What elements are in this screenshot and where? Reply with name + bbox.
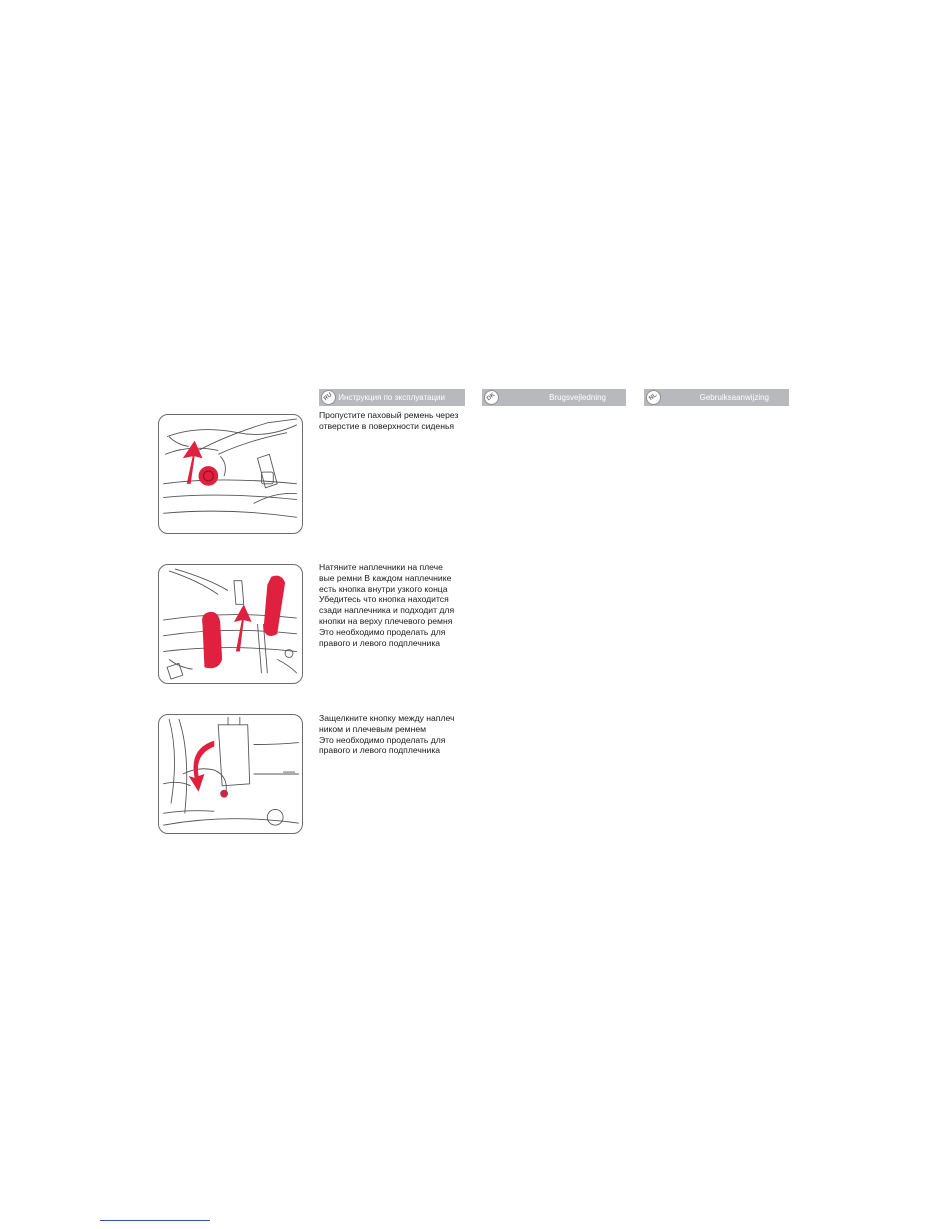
lang-tab-dk — [482, 389, 626, 406]
step-1-line-2: отверстие в поверхности сиденья — [319, 420, 455, 431]
lang-badge-ru: RU — [318, 387, 339, 408]
crotch-strap-through-seat-illustration — [159, 415, 302, 533]
up-arrow-icon — [234, 604, 252, 651]
lang-tab-nl — [644, 389, 789, 406]
footnote-rule — [100, 1220, 210, 1221]
step-1-line-1: Пропустите паховый ремень через — [319, 410, 459, 420]
step-2-line-6: кнопки на верху плечевого ремня — [319, 615, 453, 626]
snap-button-pad-illustration — [159, 715, 302, 833]
right-shoulder-pad-shape — [263, 576, 285, 636]
step-1-illustration — [158, 414, 303, 534]
lang-tab-ru — [319, 389, 465, 406]
step-3-line-1: Защелкните кнопку между наплеч — [319, 713, 455, 723]
step-3-illustration — [158, 714, 303, 834]
step-3-line-3: Это необходимо проделать для — [319, 734, 446, 745]
step-2-line-3: есть кнопка внутри узкого конца — [319, 583, 448, 594]
lang-tab-label-ru: Инструкция по эксплуатации — [338, 393, 445, 402]
step-2-text — [319, 562, 469, 648]
left-shoulder-pad-shape — [202, 612, 222, 668]
step-3-line-2: ником и плечевым ремнем — [319, 723, 427, 734]
snap-button-shape — [220, 790, 228, 798]
step-2-line-5: сзади наплечника и подходит для — [319, 605, 455, 616]
crotch-buckle-shape — [199, 466, 219, 486]
step-2-line-1: Натяните наплечники на плече — [319, 562, 443, 572]
lang-tab-label-nl: Gebruiksaanwijzing — [699, 393, 769, 402]
step-1-text — [319, 410, 469, 432]
lang-badge-dk: DK — [481, 387, 502, 408]
step-2-illustration — [158, 564, 303, 684]
step-3-text — [319, 713, 469, 756]
shoulder-pads-onto-straps-illustration — [159, 565, 302, 683]
lang-tab-label-dk: Brugsvejledning — [549, 393, 606, 402]
step-2-line-4: Убедитесь что кнопка находится — [319, 594, 449, 605]
step-2-line-2: вые ремни В каждом наплечнике — [319, 572, 452, 583]
curved-arrow-icon — [189, 741, 215, 792]
step-2-line-8: правого и левого подплечника — [319, 637, 441, 648]
step-2-line-7: Это необходимо проделать для — [319, 626, 446, 637]
step-3-line-4: правого и левого подплечника — [319, 745, 441, 756]
lang-badge-nl: NL — [643, 387, 664, 408]
